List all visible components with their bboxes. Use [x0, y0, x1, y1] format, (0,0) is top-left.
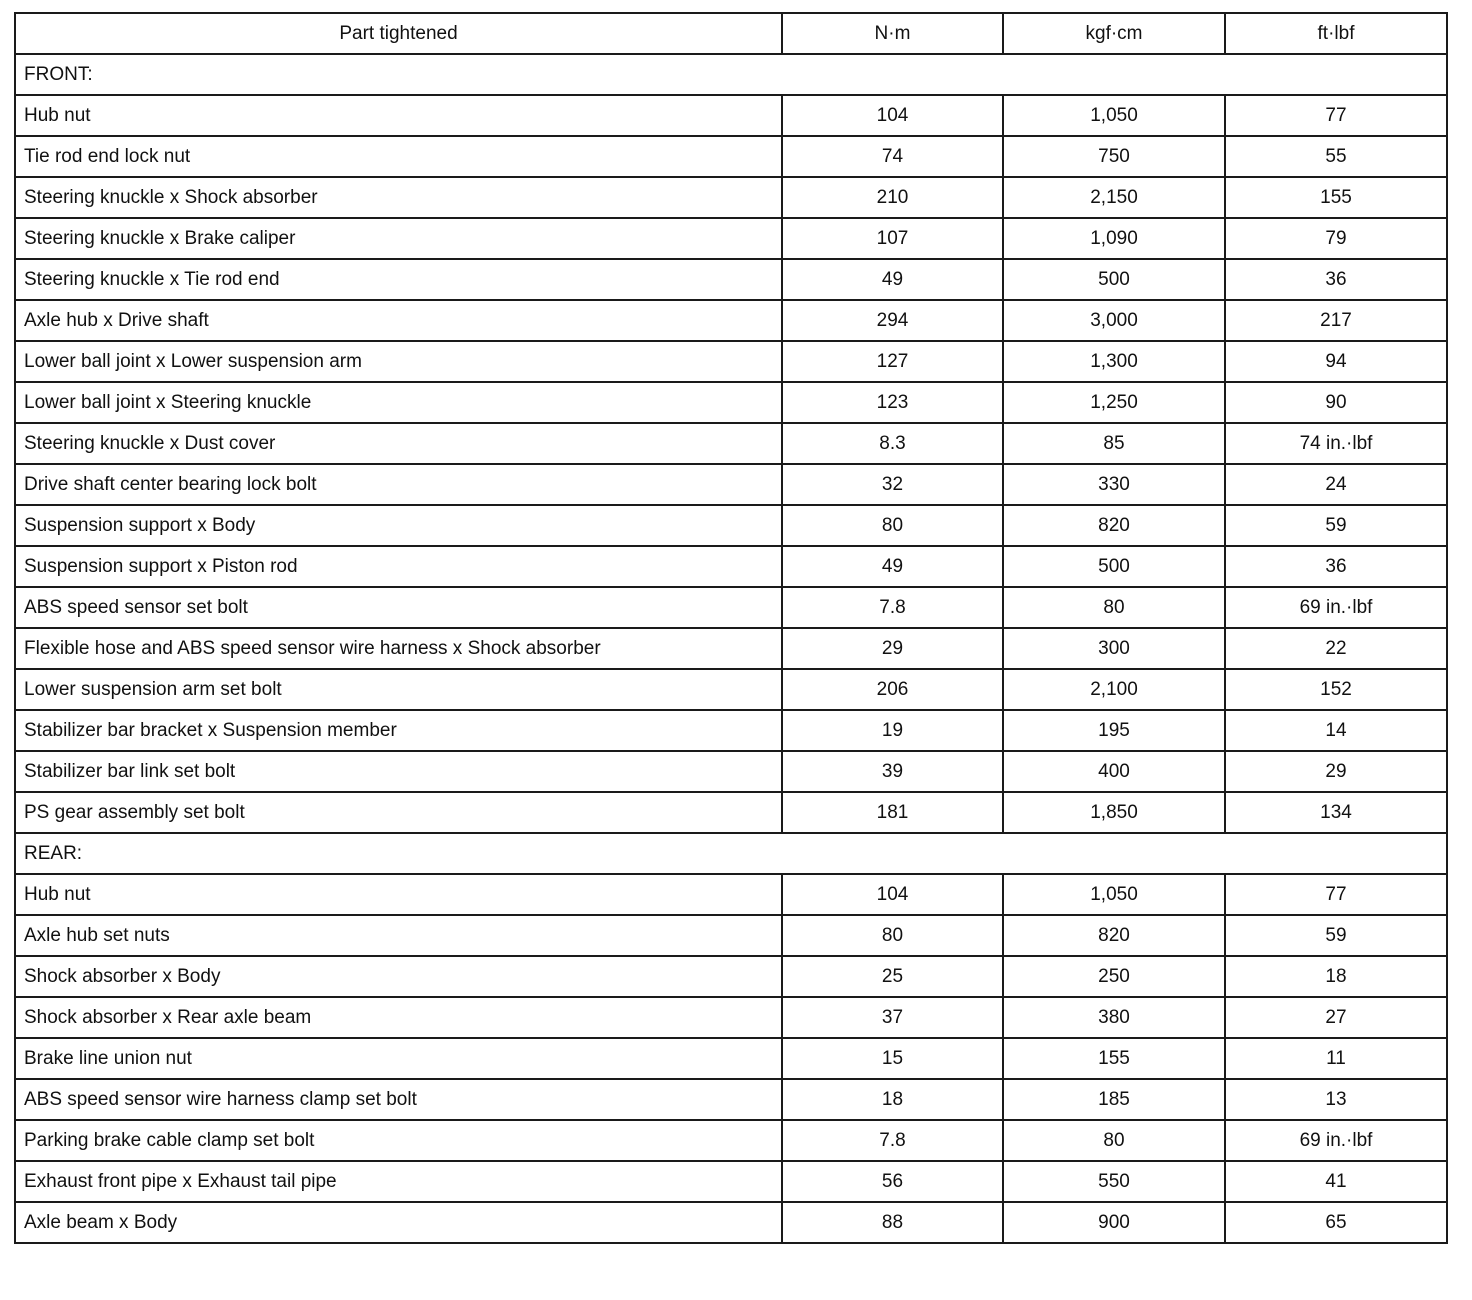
table-row	[15, 997, 1447, 1038]
kgf-cm-cell: 750	[1003, 136, 1225, 177]
header-ft-lbf: ft·lbf	[1225, 13, 1447, 54]
table-row	[15, 587, 1447, 628]
kgf-cm-cell: 500	[1003, 546, 1225, 587]
part-cell: Axle hub set nuts	[15, 915, 782, 956]
table-header	[15, 13, 1447, 54]
table-row	[15, 1202, 1447, 1243]
kgf-cm-cell: 250	[1003, 956, 1225, 997]
ft-lbf-cell: 134	[1225, 792, 1447, 833]
part-cell: PS gear assembly set bolt	[15, 792, 782, 833]
header-part-tightened: Part tightened	[15, 13, 782, 54]
table-row	[15, 218, 1447, 259]
table-row	[15, 1120, 1447, 1161]
part-cell: Steering knuckle x Dust cover	[15, 423, 782, 464]
newton-meter-cell: 80	[782, 505, 1003, 546]
part-cell: Steering knuckle x Tie rod end	[15, 259, 782, 300]
kgf-cm-cell: 80	[1003, 587, 1225, 628]
table-row	[15, 382, 1447, 423]
kgf-cm-cell: 820	[1003, 915, 1225, 956]
kgf-cm-cell: 85	[1003, 423, 1225, 464]
header-newton-meter: N·m	[782, 13, 1003, 54]
torque-specification-table	[14, 12, 1448, 1244]
table-row	[15, 259, 1447, 300]
ft-lbf-cell: 69 in.·lbf	[1225, 587, 1447, 628]
ft-lbf-cell: 36	[1225, 259, 1447, 300]
newton-meter-cell: 80	[782, 915, 1003, 956]
newton-meter-cell: 25	[782, 956, 1003, 997]
ft-lbf-cell: 18	[1225, 956, 1447, 997]
header-row	[15, 13, 1447, 54]
ft-lbf-cell: 27	[1225, 997, 1447, 1038]
kgf-cm-cell: 1,090	[1003, 218, 1225, 259]
ft-lbf-cell: 14	[1225, 710, 1447, 751]
newton-meter-cell: 39	[782, 751, 1003, 792]
newton-meter-cell: 49	[782, 546, 1003, 587]
newton-meter-cell: 7.8	[782, 1120, 1003, 1161]
kgf-cm-cell: 400	[1003, 751, 1225, 792]
kgf-cm-cell: 80	[1003, 1120, 1225, 1161]
newton-meter-cell: 104	[782, 874, 1003, 915]
table-row	[15, 546, 1447, 587]
section-row	[15, 833, 1447, 874]
table-row	[15, 956, 1447, 997]
ft-lbf-cell: 94	[1225, 341, 1447, 382]
part-cell: Exhaust front pipe x Exhaust tail pipe	[15, 1161, 782, 1202]
table-row	[15, 628, 1447, 669]
kgf-cm-cell: 3,000	[1003, 300, 1225, 341]
ft-lbf-cell: 90	[1225, 382, 1447, 423]
kgf-cm-cell: 1,850	[1003, 792, 1225, 833]
section-label: REAR:	[15, 833, 1447, 874]
ft-lbf-cell: 11	[1225, 1038, 1447, 1079]
kgf-cm-cell: 155	[1003, 1038, 1225, 1079]
newton-meter-cell: 107	[782, 218, 1003, 259]
part-cell: Drive shaft center bearing lock bolt	[15, 464, 782, 505]
table-row	[15, 874, 1447, 915]
part-cell: ABS speed sensor set bolt	[15, 587, 782, 628]
table-row	[15, 1038, 1447, 1079]
kgf-cm-cell: 300	[1003, 628, 1225, 669]
ft-lbf-cell: 69 in.·lbf	[1225, 1120, 1447, 1161]
part-cell: Hub nut	[15, 95, 782, 136]
kgf-cm-cell: 195	[1003, 710, 1225, 751]
newton-meter-cell: 18	[782, 1079, 1003, 1120]
newton-meter-cell: 123	[782, 382, 1003, 423]
ft-lbf-cell: 65	[1225, 1202, 1447, 1243]
part-cell: Brake line union nut	[15, 1038, 782, 1079]
ft-lbf-cell: 22	[1225, 628, 1447, 669]
table-body	[15, 54, 1447, 1243]
ft-lbf-cell: 41	[1225, 1161, 1447, 1202]
table-row	[15, 177, 1447, 218]
ft-lbf-cell: 155	[1225, 177, 1447, 218]
kgf-cm-cell: 330	[1003, 464, 1225, 505]
kgf-cm-cell: 820	[1003, 505, 1225, 546]
table-row	[15, 792, 1447, 833]
header-kgf-cm: kgf·cm	[1003, 13, 1225, 54]
part-cell: Shock absorber x Body	[15, 956, 782, 997]
part-cell: Steering knuckle x Brake caliper	[15, 218, 782, 259]
ft-lbf-cell: 152	[1225, 669, 1447, 710]
part-cell: Parking brake cable clamp set bolt	[15, 1120, 782, 1161]
table-row	[15, 95, 1447, 136]
part-cell: Tie rod end lock nut	[15, 136, 782, 177]
ft-lbf-cell: 59	[1225, 915, 1447, 956]
kgf-cm-cell: 1,300	[1003, 341, 1225, 382]
kgf-cm-cell: 2,100	[1003, 669, 1225, 710]
table-row	[15, 423, 1447, 464]
part-cell: Suspension support x Body	[15, 505, 782, 546]
ft-lbf-cell: 36	[1225, 546, 1447, 587]
part-cell: Steering knuckle x Shock absorber	[15, 177, 782, 218]
table-row	[15, 710, 1447, 751]
table-row	[15, 1079, 1447, 1120]
part-cell: Stabilizer bar link set bolt	[15, 751, 782, 792]
section-row	[15, 54, 1447, 95]
part-cell: Shock absorber x Rear axle beam	[15, 997, 782, 1038]
table-row	[15, 300, 1447, 341]
newton-meter-cell: 32	[782, 464, 1003, 505]
newton-meter-cell: 294	[782, 300, 1003, 341]
kgf-cm-cell: 185	[1003, 1079, 1225, 1120]
part-cell: Flexible hose and ABS speed sensor wire harness x Shock absorber	[15, 628, 782, 669]
ft-lbf-cell: 55	[1225, 136, 1447, 177]
table-row	[15, 751, 1447, 792]
table-row	[15, 136, 1447, 177]
section-label: FRONT:	[15, 54, 1447, 95]
kgf-cm-cell: 380	[1003, 997, 1225, 1038]
part-cell: Axle beam x Body	[15, 1202, 782, 1243]
ft-lbf-cell: 74 in.·lbf	[1225, 423, 1447, 464]
newton-meter-cell: 88	[782, 1202, 1003, 1243]
part-cell: Axle hub x Drive shaft	[15, 300, 782, 341]
ft-lbf-cell: 217	[1225, 300, 1447, 341]
table-row	[15, 464, 1447, 505]
ft-lbf-cell: 77	[1225, 874, 1447, 915]
newton-meter-cell: 181	[782, 792, 1003, 833]
kgf-cm-cell: 550	[1003, 1161, 1225, 1202]
ft-lbf-cell: 79	[1225, 218, 1447, 259]
newton-meter-cell: 37	[782, 997, 1003, 1038]
ft-lbf-cell: 13	[1225, 1079, 1447, 1120]
newton-meter-cell: 49	[782, 259, 1003, 300]
table-row	[15, 505, 1447, 546]
table-row	[15, 341, 1447, 382]
newton-meter-cell: 104	[782, 95, 1003, 136]
newton-meter-cell: 210	[782, 177, 1003, 218]
kgf-cm-cell: 1,050	[1003, 95, 1225, 136]
part-cell: Suspension support x Piston rod	[15, 546, 782, 587]
part-cell: Lower ball joint x Steering knuckle	[15, 382, 782, 423]
kgf-cm-cell: 1,250	[1003, 382, 1225, 423]
ft-lbf-cell: 77	[1225, 95, 1447, 136]
ft-lbf-cell: 59	[1225, 505, 1447, 546]
part-cell: Stabilizer bar bracket x Suspension member	[15, 710, 782, 751]
table-row	[15, 915, 1447, 956]
kgf-cm-cell: 500	[1003, 259, 1225, 300]
part-cell: ABS speed sensor wire harness clamp set bolt	[15, 1079, 782, 1120]
newton-meter-cell: 74	[782, 136, 1003, 177]
newton-meter-cell: 7.8	[782, 587, 1003, 628]
newton-meter-cell: 127	[782, 341, 1003, 382]
ft-lbf-cell: 24	[1225, 464, 1447, 505]
part-cell: Hub nut	[15, 874, 782, 915]
newton-meter-cell: 15	[782, 1038, 1003, 1079]
kgf-cm-cell: 1,050	[1003, 874, 1225, 915]
kgf-cm-cell: 900	[1003, 1202, 1225, 1243]
table-row	[15, 669, 1447, 710]
ft-lbf-cell: 29	[1225, 751, 1447, 792]
part-cell: Lower suspension arm set bolt	[15, 669, 782, 710]
newton-meter-cell: 29	[782, 628, 1003, 669]
newton-meter-cell: 206	[782, 669, 1003, 710]
newton-meter-cell: 56	[782, 1161, 1003, 1202]
newton-meter-cell: 8.3	[782, 423, 1003, 464]
table-row	[15, 1161, 1447, 1202]
part-cell: Lower ball joint x Lower suspension arm	[15, 341, 782, 382]
newton-meter-cell: 19	[782, 710, 1003, 751]
kgf-cm-cell: 2,150	[1003, 177, 1225, 218]
